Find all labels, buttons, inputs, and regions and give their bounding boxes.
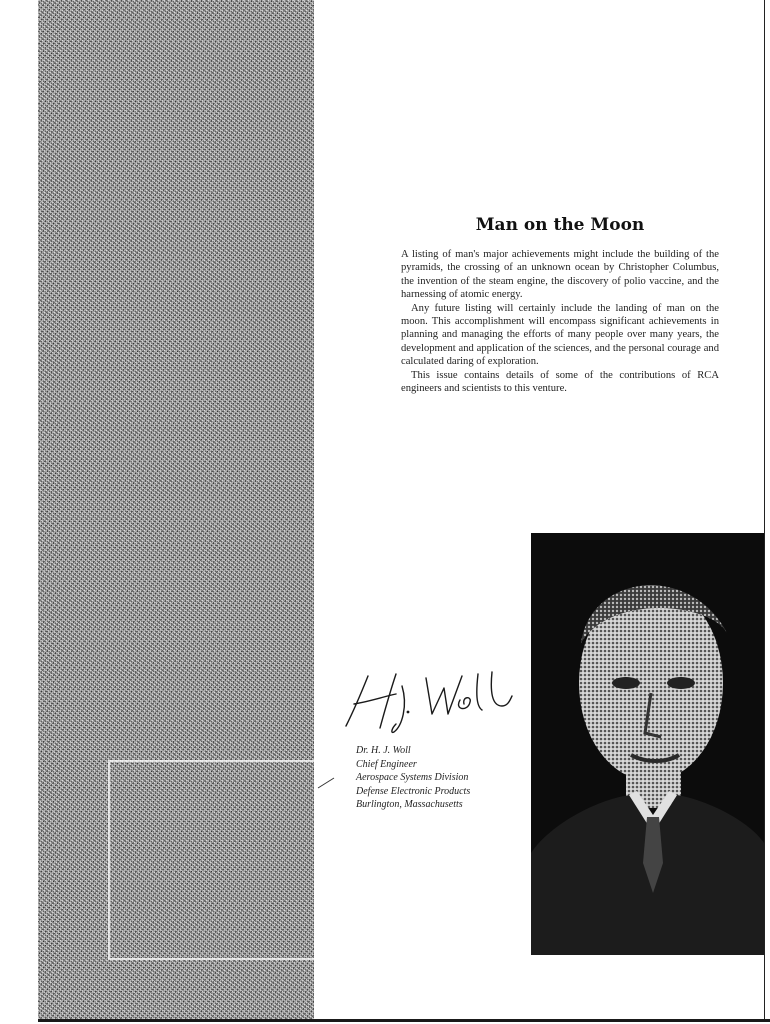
- author-division: Aerospace Systems Division: [356, 772, 469, 783]
- author-group: Defense Electronic Products: [356, 785, 471, 797]
- handwritten-signature: [336, 666, 536, 736]
- contents-inset-box: [108, 760, 326, 960]
- page-edge-rule: [764, 0, 765, 1022]
- paragraph: Any future listing will certainly include the landing of man on the moon. This accomplishment will encompass significant achievements in planning and managing the efforts of many people over many years, the development and application of the sciences, and the personal courage and calculated daring of exploration.: [401, 302, 719, 368]
- author-portrait-photo: [531, 533, 764, 955]
- author-title: Chief Engineer: [356, 758, 417, 770]
- page-title: Man on the Moon: [475, 215, 645, 236]
- article-body: [401, 248, 719, 395]
- paragraph: A listing of man's major achievements might include the building of the pyramids, the crossing of an unknown ocean by Christopher Columbus, the invention of the steam engine, the discovery of polio vaccine, and the harnessing of atomic energy.: [401, 249, 719, 301]
- author-caption: [356, 744, 470, 812]
- author-name: Dr. H. J. Woll: [356, 745, 411, 756]
- stray-pen-mark: [316, 776, 336, 790]
- paragraph: This issue contains details of some of the contributions of RCA engineers and scientists to this venture.: [401, 369, 719, 395]
- bottom-rule: [38, 1019, 770, 1022]
- contents-column-background: [38, 0, 314, 1022]
- author-location: Burlington, Massachusetts: [356, 799, 463, 810]
